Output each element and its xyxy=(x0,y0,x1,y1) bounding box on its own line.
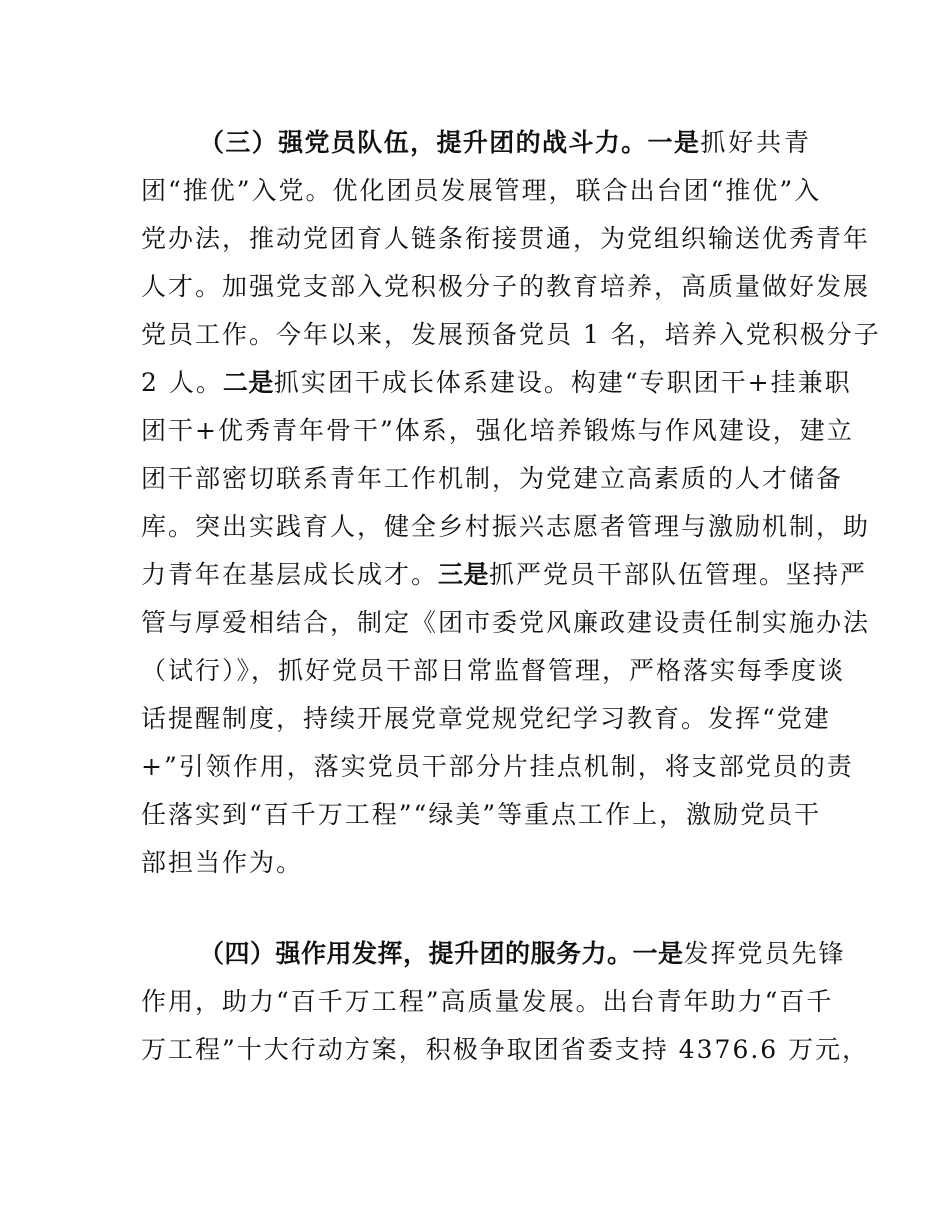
body-text: 人才。加强党支部入党积极分子的教育培养，高质量做好发展 xyxy=(141,272,871,301)
body-text: 抓实团干成长体系建设。构建“专职团干+挂兼职 xyxy=(273,368,852,397)
text-line xyxy=(141,796,822,844)
text-line xyxy=(141,844,811,892)
body-text: 抓好共青 xyxy=(700,128,811,157)
text-line xyxy=(141,508,871,556)
body-text: 万工程”十大行动方案，积极争取团省委支持 4376.6 万元， xyxy=(141,1035,870,1064)
body-text: 党办法，推动党团育人链条衔接贯通，为党组织输送优秀青年 xyxy=(141,224,871,253)
text-line xyxy=(141,700,831,748)
body-text: 团干部密切联系青年工作机制，为党建立高素质的人才储备 xyxy=(141,464,844,493)
text-line xyxy=(141,556,868,604)
body-text: 管与厚爱相结合，制定《团市委党风廉政建设责任制实施办法 xyxy=(141,608,871,637)
body-text: 2 人。 xyxy=(141,368,223,397)
body-text: 力青年在基层成长成才。 xyxy=(141,560,439,589)
body-text: （试行）》，抓好党员干部日常监督管理，严格落实每季度谈 xyxy=(141,656,846,685)
text-line xyxy=(141,268,871,316)
text-line xyxy=(141,1031,870,1079)
text-line xyxy=(141,460,844,508)
paragraph xyxy=(141,124,881,892)
text-line xyxy=(141,172,822,220)
body-text: 抓严党员干部队伍管理。坚持严 xyxy=(489,560,868,589)
text-line xyxy=(141,316,881,364)
body-text: 作用，助力“百千万工程”高质量发展。出台青年助力“百千 xyxy=(141,987,834,1016)
paragraph xyxy=(141,935,870,1079)
text-line xyxy=(141,220,871,268)
bold-text: （四）强作用发挥，提升团的服务力。一是 xyxy=(199,939,684,968)
text-line xyxy=(141,364,852,412)
body-text: 发挥党员先锋 xyxy=(683,939,846,968)
bold-text: 三是 xyxy=(438,560,490,589)
text-line xyxy=(141,412,854,460)
text-line xyxy=(141,604,871,652)
body-text: 团“推优”入党。优化团员发展管理，联合出台团“推优”入 xyxy=(141,176,822,205)
text-line xyxy=(141,124,811,172)
bold-text: 二是 xyxy=(222,368,274,397)
text-line xyxy=(141,652,846,700)
document-page xyxy=(141,124,881,1079)
body-text: 部担当作为。 xyxy=(141,848,304,877)
body-text: 党员工作。今年以来，发展预备党员 1 名，培养入党积极分子 xyxy=(141,320,881,349)
body-text: 团干+优秀青年骨干”体系，强化培养锻炼与作风建设，建立 xyxy=(141,416,854,445)
body-text: +”引领作用，落实党员干部分片挂点机制，将支部党员的责 xyxy=(141,752,854,781)
bold-text: （三）强党员队伍，提升团的战斗力。一是 xyxy=(199,128,701,157)
body-text: 话提醒制度，持续开展党章党规党纪学习教育。发挥“党建 xyxy=(141,704,831,733)
body-text: 库。突出实践育人，健全乡村振兴志愿者管理与激励机制，助 xyxy=(141,512,871,541)
body-text: 任落实到“百千万工程”“绿美”等重点工作上，激励党员干 xyxy=(141,800,822,829)
text-line xyxy=(141,748,854,796)
text-line xyxy=(141,983,834,1031)
text-line xyxy=(141,935,846,983)
